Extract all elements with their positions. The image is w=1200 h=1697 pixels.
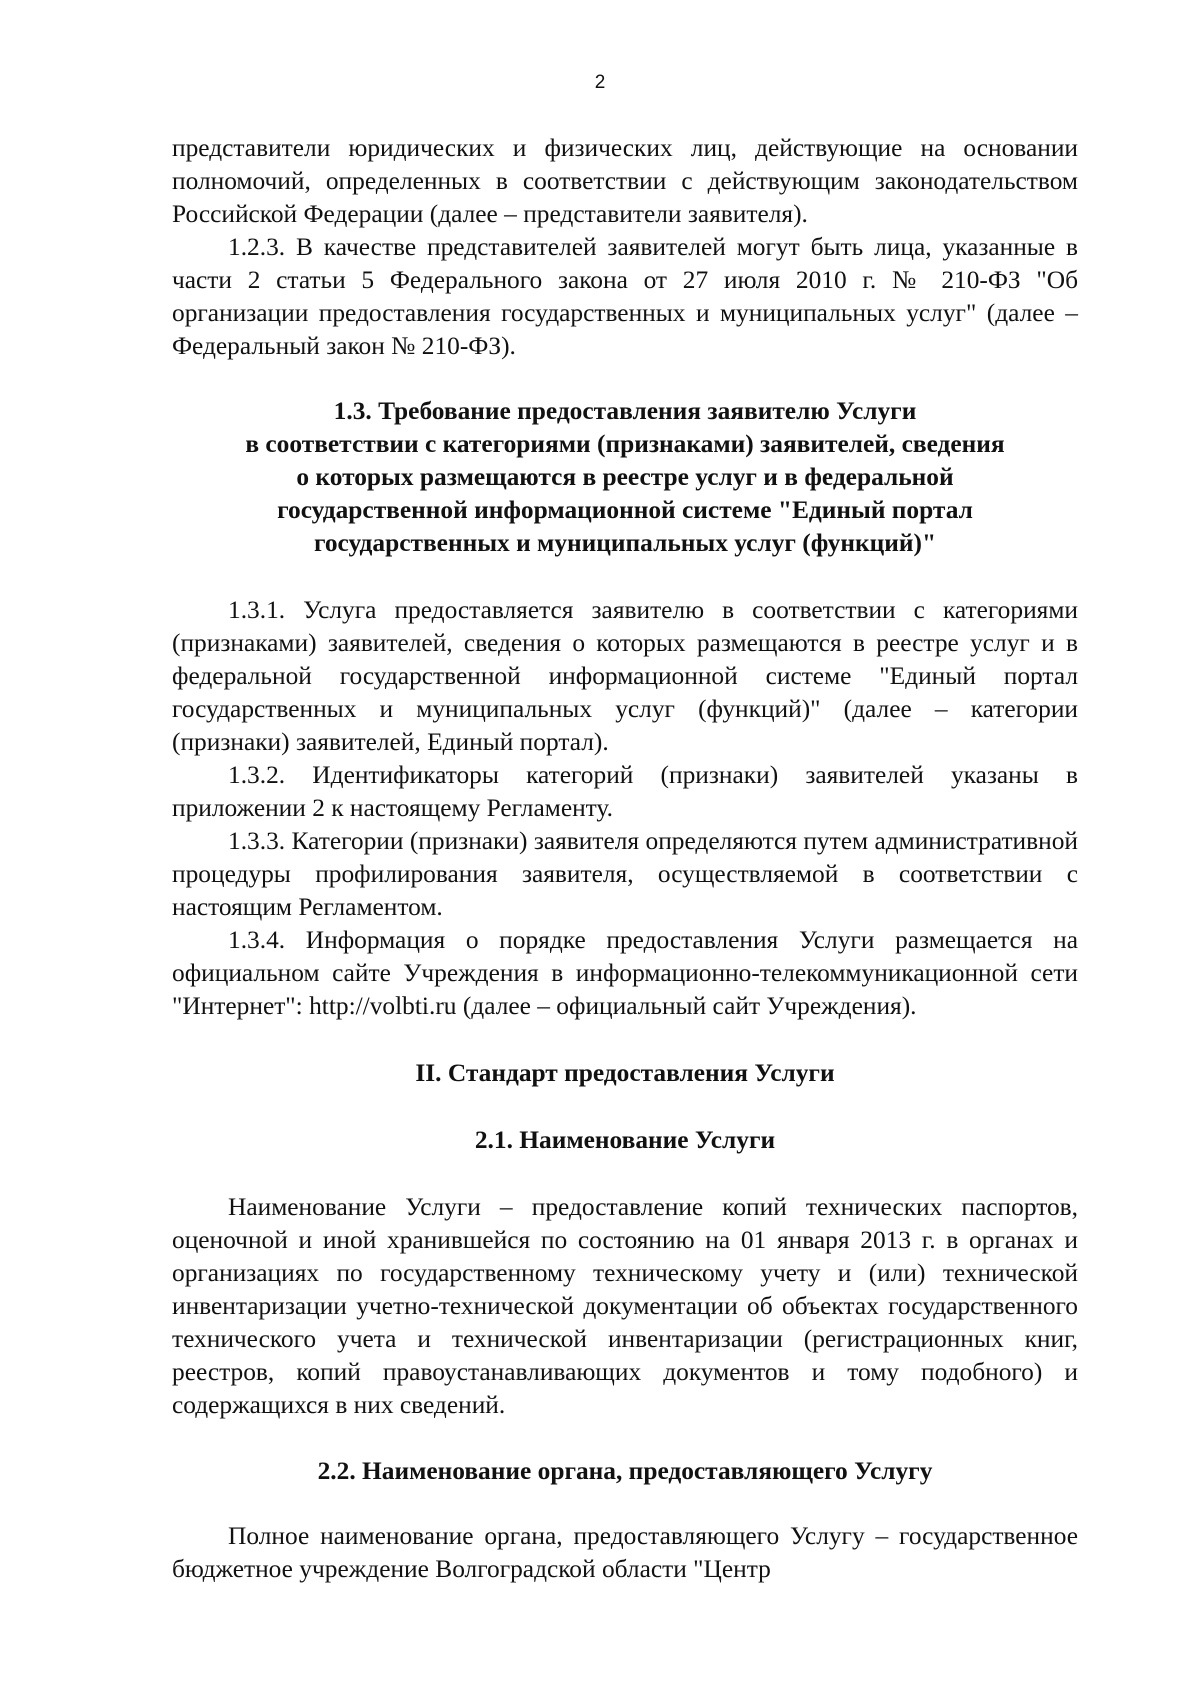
section-1-3-heading-line: 1.3. Требование предоставления заявителю Услуги [333, 397, 917, 425]
section-1-3-heading-line: государственной информационной системе "Единый портал [277, 496, 973, 524]
page-number: 2 [594, 72, 606, 93]
section-2-1-heading: 2.1. Наименование Услуги [474, 1126, 776, 1154]
paragraph-1-2-3: 1.2.3. В качестве представителей заявителей могут быть лица, указанные в части 2 статьи 5 Федерального закона от 27 июля 2010 г. № 210-ФЗ "Об организации предоставления государственных и муниципальных услуг" (далее – Федеральный закон № 210-ФЗ). [172, 233, 1078, 360]
section-1-3-heading-line: государственных и муниципальных услуг (функций)" [313, 529, 937, 557]
paragraph-representatives: представители юридических и физических лиц, действующие на основании полномочий, определенных в соответствии с действующим законодательством Российской Федерации (далее – представители заявителя). [172, 134, 1078, 228]
section-2-2-heading: 2.2. Наименование органа, предоставляющего Услугу [317, 1457, 933, 1485]
section-2-heading: II. Стандарт предоставления Услуги [415, 1059, 835, 1087]
paragraph-1-3-1: 1.3.1. Услуга предоставляется заявителю в соответствии с категориями (признаками) заявителей, сведения о которых размещаются в реестре услуг и в федеральной государственной информационной системе "Единый портал государственных и муниципальных услуг (функций)" (далее – категории (признаки) заявителей, Единый портал). [172, 596, 1078, 756]
document-body [172, 132, 1078, 1586]
section-1-3-heading-line: в соответствии с категориями (признаками) заявителей, сведения [245, 430, 1005, 458]
section-1-3-heading [172, 395, 1078, 560]
paragraph-1-3-3: 1.3.3. Категории (признаки) заявителя определяются путем административной процедуры профилирования заявителя, осуществляемой в соответствии с настоящим Регламентом. [172, 827, 1078, 921]
section-1-3-heading-line: о которых размещаются в реестре услуг и в федеральной [296, 463, 954, 491]
paragraph-1-3-2: 1.3.2. Идентификаторы категорий (признаки) заявителей указаны в приложении 2 к настоящему Регламенту. [172, 761, 1078, 822]
paragraph-2-2: Полное наименование органа, предоставляющего Услугу – государственное бюджетное учреждение Волгоградской области "Центр [172, 1522, 1078, 1583]
paragraph-2-1: Наименование Услуги – предоставление копий технических паспортов, оценочной и иной хранившейся по состоянию на 01 января 2013 г. в органах и организациях по государственному техническому учету и (или) технической инвентаризации учетно-технической документации об объектах государственного технического учета и технической инвентаризации (регистрационных книг, реестров, копий правоустанавливающих документов и тому подобного) и содержащихся в них сведений. [172, 1193, 1078, 1419]
paragraph-1-3-4: 1.3.4. Информация о порядке предоставления Услуги размещается на официальном сайте Учреждения в информационно-телекоммуникационной сети "Интернет": http://volbti.ru (далее – официальный сайт Учреждения). [172, 926, 1078, 1020]
